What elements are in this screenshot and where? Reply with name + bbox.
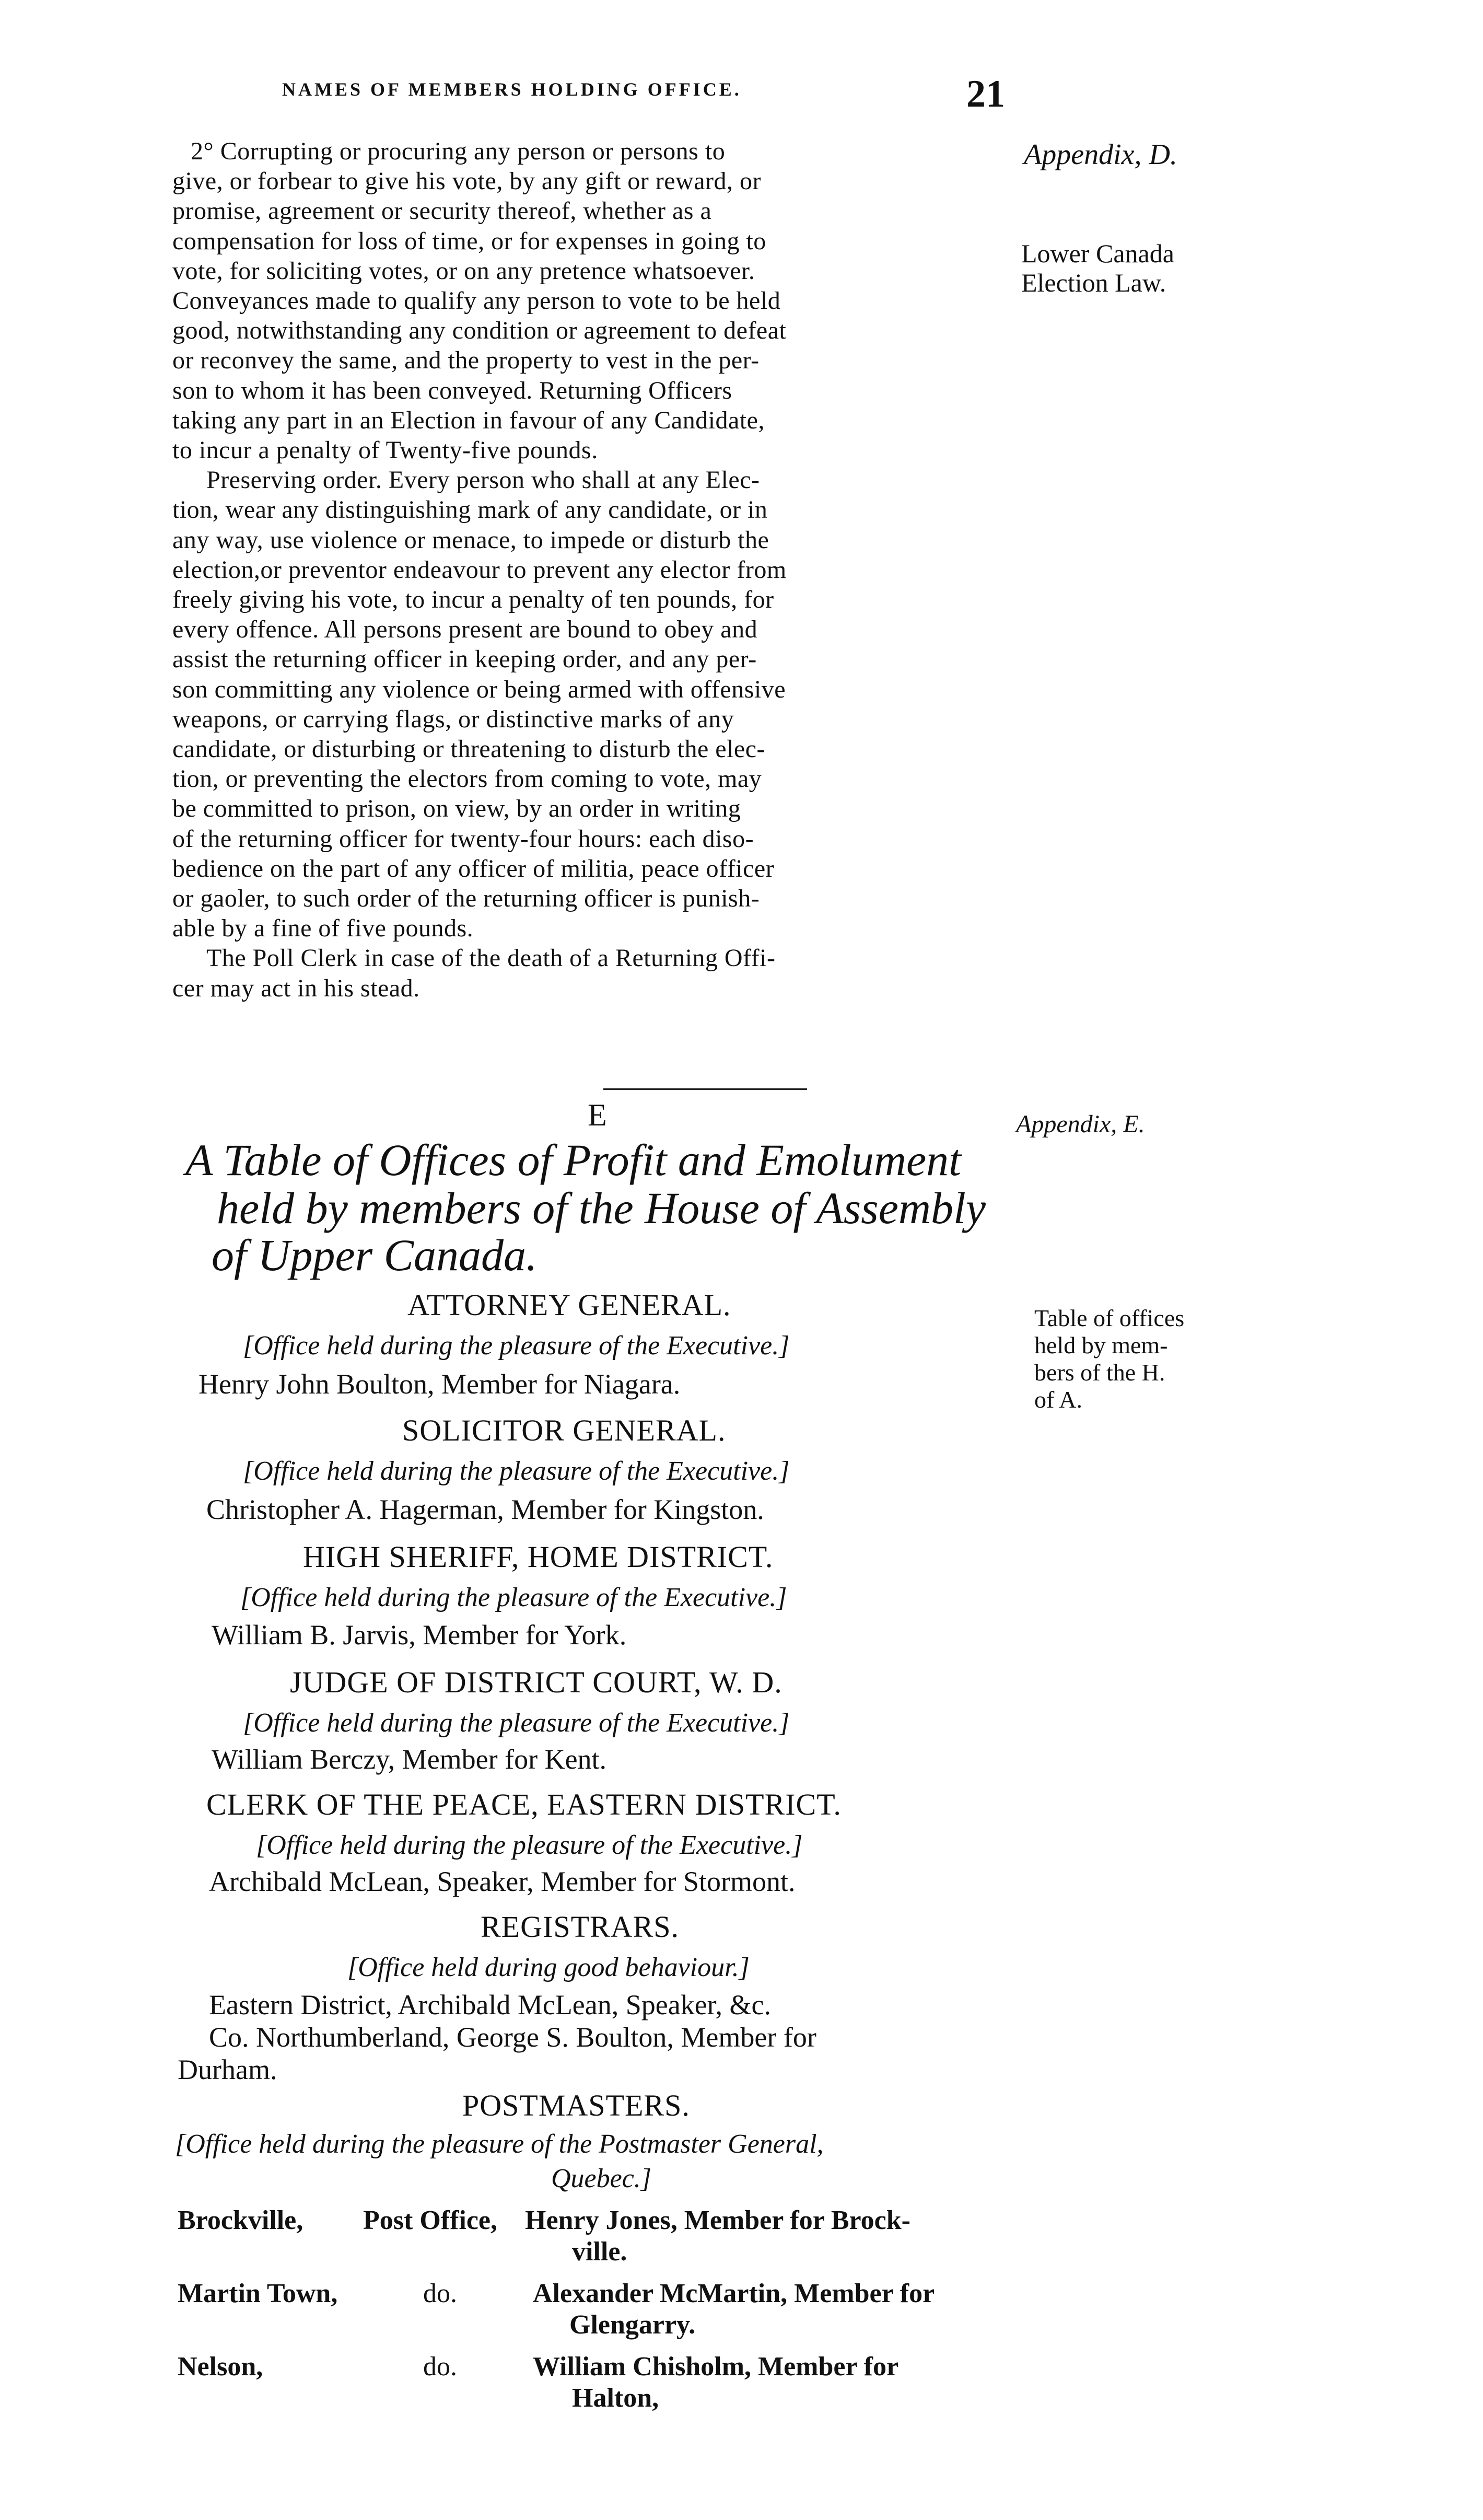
office-tenure-note: [Office held during the pleasure of the Executive.] [243, 1331, 790, 1361]
postmaster-holder-cont: Glengarry. [569, 2310, 696, 2340]
appendix-d-line: tion, or preventing the electors from coming to vote, may [172, 765, 762, 793]
postmaster-place: Nelson, [178, 2352, 263, 2382]
office-heading: ATTORNEY GENERAL. [407, 1288, 731, 1322]
page-number: 21 [966, 73, 1005, 115]
table-title-line-1: A Table of Offices of Profit and Emolument [185, 1135, 962, 1185]
appendix-d-line: cer may act in his stead. [172, 974, 420, 1002]
appendix-e-margin-label: Appendix, E. [1016, 1110, 1145, 1138]
appendix-d-line: be committed to prison, on view, by an order in writing [172, 795, 741, 822]
appendix-d-line: tion, wear any distinguishing mark of any candidate, or in [172, 496, 768, 524]
postmaster-place: Brockville, [178, 2205, 303, 2235]
section-divider [603, 1088, 807, 1090]
postmaster-office: do. [423, 2279, 457, 2308]
appendix-d-line: Conveyances made to qualify any person to vote to be held [172, 287, 781, 315]
side-note-line-3: bers of the H. [1034, 1359, 1165, 1386]
appendix-d-line: every offence. All persons present are bound to obey and [172, 616, 758, 643]
appendix-d-line: vote, for soliciting votes, or on any pretence whatsoever. [172, 257, 755, 285]
office-holder: Archibald McLean, Speaker, Member for Stormont. [209, 1866, 796, 1897]
appendix-d-line: son committing any violence or being armed with offensive [172, 676, 786, 703]
office-heading: POSTMASTERS. [462, 2088, 690, 2122]
office-tenure-note: [Office held during the pleasure of the Executive.] [256, 1830, 803, 1860]
office-heading: SOLICITOR GENERAL. [402, 1413, 726, 1447]
appendix-d-line: 2° Corrupting or procuring any person or persons to [191, 137, 726, 165]
appendix-d-line: weapons, or carrying flags, or distinctive marks of any [172, 705, 734, 733]
appendix-d-line: Preserving order. Every person who shall at any Elec- [206, 466, 760, 494]
appendix-d-line: any way, use violence or menace, to impede or disturb the [172, 526, 769, 554]
appendix-d-line: assist the returning officer in keeping order, and any per- [172, 645, 757, 673]
postmaster-holder: William Chisholm, Member for [533, 2352, 899, 2382]
appendix-d-line: The Poll Clerk in case of the death of a Returning Offi- [206, 944, 776, 972]
office-heading: REGISTRARS. [481, 1910, 680, 1944]
office-tenure-note: [Office held during good behaviour.] [347, 1953, 750, 1982]
appendix-d-line: candidate, or disturbing or threatening to disturb the elec- [172, 735, 765, 763]
postmaster-office: do. [423, 2352, 457, 2382]
postmaster-holder-cont: Halton, [572, 2383, 659, 2413]
appendix-d-line: compensation for loss of time, or for expenses in going to [172, 227, 766, 255]
margin-note-election-law: Election Law. [1021, 268, 1166, 297]
postmaster-tenure-note-end: Quebec.] [551, 2164, 652, 2193]
office-tenure-note: [Office held during the pleasure of the Executive.] [240, 1583, 787, 1612]
appendix-d-line: or gaoler, to such order of the returning officer is punish- [172, 885, 760, 912]
office-heading: HIGH SHERIFF, HOME DISTRICT. [303, 1540, 774, 1574]
appendix-d-line: bedience on the part of any officer of militia, peace officer [172, 855, 775, 882]
office-holder: Durham. [178, 2054, 277, 2085]
office-holder: Henry John Boulton, Member for Niagara. [198, 1368, 681, 1400]
office-holder: Co. Northumberland, George S. Boulton, Member for [209, 2022, 816, 2053]
postmaster-place: Martin Town, [178, 2279, 338, 2308]
office-holder: William B. Jarvis, Member for York. [212, 1619, 627, 1651]
appendix-d-line: promise, agreement or security thereof, whether as a [172, 197, 712, 225]
office-heading: CLERK OF THE PEACE, EASTERN DISTRICT. [206, 1787, 842, 1821]
appendix-d-line: election,or preventor endeavour to prevent any elector from [172, 556, 787, 584]
appendix-d-line: freely giving his vote, to incur a penalty of ten pounds, for [172, 586, 774, 613]
table-title-line-2: held by members of the House of Assembly [217, 1183, 986, 1233]
appendix-d-line: taking any part in an Election in favour of any Candidate, [172, 407, 765, 434]
postmaster-holder: Alexander McMartin, Member for [533, 2279, 935, 2308]
postmaster-holder-cont: ville. [572, 2237, 627, 2267]
side-note-line-4: of A. [1034, 1386, 1082, 1413]
appendix-d-line: good, notwithstanding any condition or agreement to defeat [172, 317, 787, 344]
side-note-line-2: held by mem- [1034, 1332, 1168, 1358]
margin-note-lower-canada: Lower Canada [1021, 239, 1174, 268]
appendix-d-line: or reconvey the same, and the property to vest in the per- [172, 346, 760, 374]
appendix-d-line: of the returning officer for twenty-four hours: each diso- [172, 825, 754, 853]
appendix-d-line: give, or forbear to give his vote, by any gift or reward, or [172, 167, 761, 195]
appendix-d-margin-label: Appendix, D. [1024, 138, 1177, 171]
table-title-line-3: of Upper Canada. [212, 1230, 538, 1280]
office-holder: William Berczy, Member for Kent. [212, 1744, 607, 1775]
office-tenure-note: [Office held during the pleasure of the Executive.] [243, 1708, 790, 1738]
office-holder: Eastern District, Archibald McLean, Speaker, &c. [209, 1989, 771, 2020]
appendix-d-line: to incur a penalty of Twenty-five pounds. [172, 436, 598, 464]
postmaster-holder: Henry Jones, Member for Brock- [525, 2205, 910, 2235]
postmaster-tenure-note: [Office held during the pleasure of the Postmaster General, [175, 2129, 824, 2159]
appendix-e-letter: E [588, 1098, 607, 1132]
office-heading: JUDGE OF DISTRICT COURT, W. D. [290, 1665, 783, 1699]
postmaster-office: Post Office, [363, 2205, 498, 2235]
office-holder: Christopher A. Hagerman, Member for Kingston. [206, 1494, 764, 1525]
side-note-line-1: Table of offices [1034, 1305, 1185, 1331]
appendix-d-line: able by a fine of five pounds. [172, 914, 474, 942]
appendix-d-line: son to whom it has been conveyed. Returning Officers [172, 377, 732, 404]
running-header: NAMES OF MEMBERS HOLDING OFFICE. [282, 79, 742, 100]
office-tenure-note: [Office held during the pleasure of the Executive.] [243, 1456, 790, 1486]
